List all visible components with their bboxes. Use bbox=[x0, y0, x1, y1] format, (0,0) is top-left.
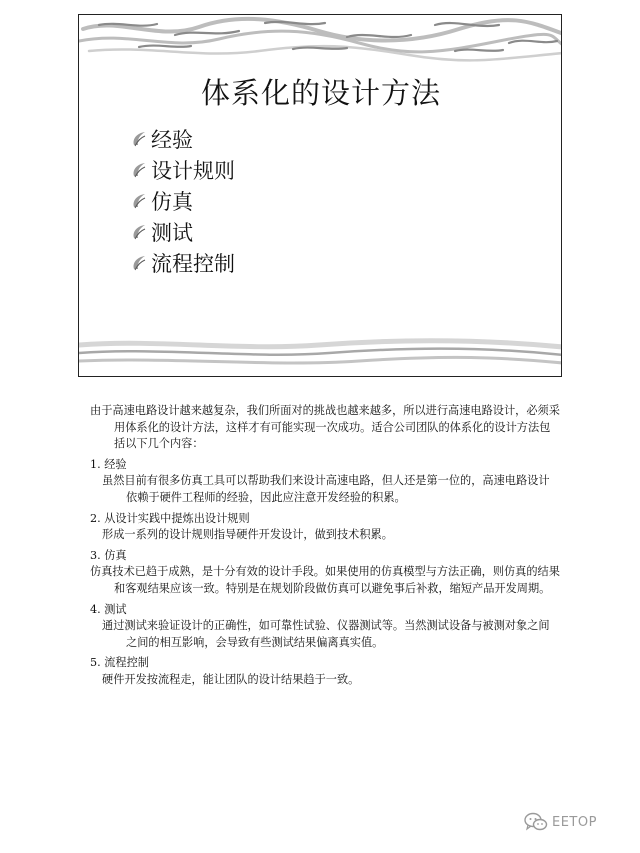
swirl-bullet-icon bbox=[131, 223, 147, 241]
bullet-item-process-control bbox=[131, 247, 235, 278]
bullet-item-experience bbox=[131, 123, 235, 154]
bullet-item-testing bbox=[131, 216, 235, 247]
section-body-design-rules: 形成一系列的设计规则指导硬件开发设计，做到技术积累。 bbox=[102, 528, 393, 542]
watermark-text: EETOP bbox=[552, 814, 597, 830]
notes-intro: 由于高速电路设计越来越复杂，我们所面对的挑战也越来越多，所以进行高速电路设计，必须采用体系化的设计方法，这样才有可能实现一次成功。适合公司团队的体系化的设计方法包括以下几个内容： bbox=[90, 404, 560, 451]
section-heading-simulation: 3. 仿真 bbox=[90, 548, 127, 562]
slide-title: 体系化的设计方法 bbox=[200, 76, 441, 110]
swirl-bullet-icon bbox=[131, 161, 147, 179]
bullet-label: 测试 bbox=[151, 220, 193, 245]
swirl-bullet-icon bbox=[131, 192, 147, 210]
swirl-bullet-icon bbox=[131, 130, 147, 148]
bullet-label: 仿真 bbox=[151, 189, 193, 214]
bullet-label: 设计规则 bbox=[151, 158, 235, 183]
decorative-swoosh-bottom bbox=[79, 337, 562, 377]
watermark bbox=[524, 812, 597, 832]
section-body-experience: 虽然目前有很多仿真工具可以帮助我们来设计高速电路，但人还是第一位的，高速电路设计依赖于硬件工程师的经验，因此应注意开发经验的积累。 bbox=[102, 474, 550, 504]
section-body-simulation: 仿真技术已趋于成熟，是十分有效的设计手段。如果使用的仿真模型与方法正确，则仿真的结果和客观结果应该一致。特别是在规划阶段做仿真可以避免事后补救，缩短产品开发周期。 bbox=[90, 565, 560, 595]
section-body-testing: 通过测试来验证设计的正确性，如可靠性试验、仪器测试等。当然测试设备与被测对象之间之间的相互影响，会导致有些测试结果偏离真实值。 bbox=[102, 619, 550, 649]
section-heading-testing: 4. 测试 bbox=[90, 602, 127, 616]
bullet-label: 流程控制 bbox=[151, 251, 235, 276]
slide-bullet-list bbox=[131, 123, 235, 278]
section-heading-design-rules: 2. 从设计实践中提炼出设计规则 bbox=[90, 511, 250, 525]
swirl-bullet-icon bbox=[131, 254, 147, 272]
bullet-label: 经验 bbox=[151, 127, 193, 152]
bullet-item-simulation bbox=[131, 185, 235, 216]
section-body-process-control: 硬件开发按流程走，能让团队的设计结果趋于一致。 bbox=[102, 672, 360, 686]
section-heading-experience: 1. 经验 bbox=[90, 457, 127, 471]
bullet-item-design-rules bbox=[131, 154, 235, 185]
decorative-swoosh-top bbox=[79, 15, 562, 63]
slide-frame bbox=[78, 14, 562, 377]
speaker-notes bbox=[90, 403, 560, 689]
section-heading-process-control: 5. 流程控制 bbox=[90, 656, 149, 670]
wechat-logo-icon bbox=[524, 812, 548, 832]
